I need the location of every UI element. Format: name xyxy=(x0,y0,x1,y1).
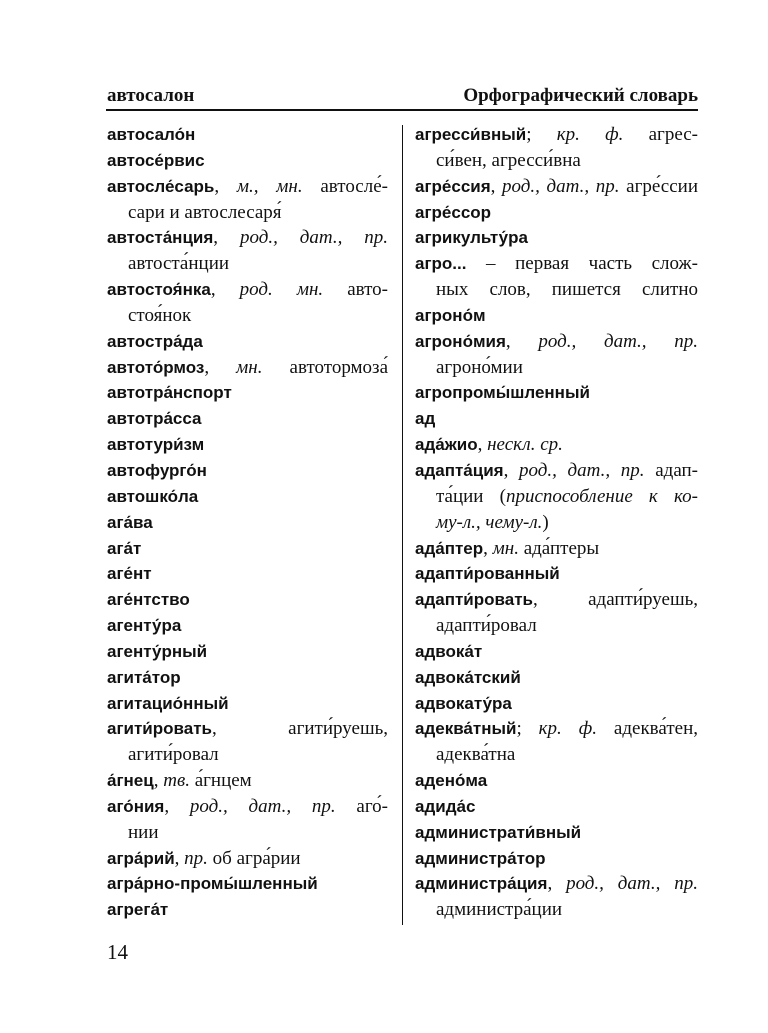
entry-text: , xyxy=(164,795,190,817)
dictionary-entry-line xyxy=(415,303,698,329)
entry-text: , xyxy=(477,434,488,456)
grammar-note: род. мн. xyxy=(239,279,324,301)
entry-text: адеква́тен, xyxy=(596,718,698,740)
headword: адеква́тный xyxy=(415,719,517,739)
headword: администра́тор xyxy=(415,848,546,868)
header-rule xyxy=(106,109,698,111)
dictionary-entry-line xyxy=(415,225,698,251)
page-number: 14 xyxy=(107,940,128,964)
headword: администра́ция xyxy=(415,874,548,894)
headword: ада́птер xyxy=(415,538,484,558)
headword: ада́жио xyxy=(415,435,478,455)
column-divider xyxy=(402,125,403,925)
continuation-text: автоста́нции xyxy=(128,253,230,275)
continuation-text: та́ции ( xyxy=(436,485,506,507)
dictionary-entry-line xyxy=(107,587,388,613)
entry-text: , агити́руешь, xyxy=(212,718,388,740)
grammar-note: му-л., чему-л. xyxy=(436,511,543,533)
entry-text: ; xyxy=(516,718,539,740)
grammar-note: тв. xyxy=(163,770,190,792)
headword: аге́нт xyxy=(107,564,152,584)
entry-text: , xyxy=(214,175,237,197)
dictionary-entry-line xyxy=(415,665,698,691)
headword: агре́ссия xyxy=(415,176,491,196)
headword: агре́ссор xyxy=(415,202,492,222)
dictionary-entry-line xyxy=(107,871,388,897)
dictionary-entry-line xyxy=(415,561,698,587)
running-head-left: автосалон xyxy=(107,85,195,106)
dictionary-entry-line xyxy=(415,432,698,458)
entry-text: адап- xyxy=(644,459,699,481)
entry-text: – первая часть слож- xyxy=(466,253,698,275)
headword: аго́ния xyxy=(107,796,165,816)
entry-text: , xyxy=(483,537,493,559)
dictionary-entry-line xyxy=(415,768,698,794)
entry-text: ) xyxy=(542,511,549,533)
continuation-text: сари и автослесаря́ xyxy=(128,201,282,223)
dictionary-entry-line xyxy=(107,768,388,794)
headword: адапти́рованный xyxy=(415,564,560,584)
entry-text: , xyxy=(213,227,240,249)
headword: агроно́м xyxy=(415,305,486,325)
continuation-text: адапти́ровал xyxy=(436,615,537,637)
dictionary-entry-line xyxy=(415,742,698,768)
dictionary-entry-line xyxy=(107,380,388,406)
entry-text: ада́птеры xyxy=(518,537,600,559)
dictionary-entry-line xyxy=(107,742,388,768)
entry-text: , xyxy=(204,356,237,378)
entry-text: агре́ссии xyxy=(619,175,698,197)
headword: агресси́вный xyxy=(415,125,527,144)
dictionary-entry-line xyxy=(107,484,388,510)
dictionary-entry-line xyxy=(415,484,698,510)
entry-text: об агра́рии xyxy=(207,847,301,869)
entry-text: агрес- xyxy=(623,124,698,145)
headword: а́гнец xyxy=(107,771,154,791)
headword: адапта́ция xyxy=(415,460,504,480)
headword: автосало́н xyxy=(107,125,196,144)
dictionary-entry-line xyxy=(415,846,698,872)
dictionary-entry-line xyxy=(415,329,698,355)
headword: агроно́мия xyxy=(415,331,506,351)
grammar-note: кр. ф. xyxy=(556,124,624,145)
grammar-note: кр. ф. xyxy=(538,718,597,740)
dictionary-entry-line xyxy=(415,510,698,536)
headword: автостра́да xyxy=(107,331,203,351)
dictionary-entry-line xyxy=(415,587,698,613)
headword: агитацио́нный xyxy=(107,693,229,713)
dictionary-entry-line xyxy=(107,510,388,536)
dictionary-entry-line xyxy=(415,794,698,820)
headword: агенту́рный xyxy=(107,641,208,661)
entry-text: авто- xyxy=(323,279,389,301)
dictionary-entry-line xyxy=(415,871,698,897)
entry-text: , xyxy=(153,770,164,792)
dictionary-entry-line xyxy=(107,716,388,742)
grammar-note: нескл. ср. xyxy=(487,434,563,456)
dictionary-entry-line xyxy=(107,200,388,226)
headword: автошко́ла xyxy=(107,486,199,506)
grammar-note: приспособление к ко- xyxy=(505,485,698,507)
dictionary-entry-line xyxy=(415,820,698,846)
dictionary-entry-line xyxy=(107,406,388,432)
entry-text: , xyxy=(547,873,567,895)
dictionary-entry-line xyxy=(107,665,388,691)
grammar-note: род., дат., пр. xyxy=(239,227,388,249)
headword: агро... xyxy=(415,254,467,274)
dictionary-entry-line xyxy=(415,458,698,484)
entry-text: , xyxy=(505,330,539,352)
headword: автотра́сса xyxy=(107,409,202,429)
headword: агити́ровать xyxy=(107,719,212,739)
headword: агропромы́шленный xyxy=(415,383,590,403)
dictionary-entry-line xyxy=(107,794,388,820)
headword: адвока́тский xyxy=(415,667,521,687)
headword: агра́рно-промы́шленный xyxy=(107,874,318,894)
headword: адено́ма xyxy=(415,771,488,791)
entry-text: , xyxy=(174,847,185,869)
dictionary-entry-line xyxy=(107,148,388,174)
headword: адида́с xyxy=(415,796,476,816)
dictionary-entry-line xyxy=(107,897,388,923)
continuation-text: агроно́мии xyxy=(436,356,523,378)
headword: автотури́зм xyxy=(107,435,205,455)
headword: автофурго́н xyxy=(107,460,207,480)
headword: ага́т xyxy=(107,538,142,558)
continuation-text: нии xyxy=(128,821,159,843)
entry-text: , xyxy=(503,459,520,481)
dictionary-entry-line xyxy=(415,148,698,174)
dictionary-entry-line xyxy=(415,406,698,432)
headword: адвокату́ра xyxy=(415,693,512,713)
grammar-note: род., дат., пр. xyxy=(519,459,645,481)
headword: автотра́нспорт xyxy=(107,383,232,403)
dictionary-entry-line xyxy=(107,691,388,717)
headword: автото́рмоз xyxy=(107,357,205,377)
dictionary-entry-line xyxy=(415,536,698,562)
entry-text: , адапти́руешь, xyxy=(532,589,698,611)
dictionary-entry-line xyxy=(415,716,698,742)
headword: автосе́рвис xyxy=(107,150,205,170)
continuation-text: агити́ровал xyxy=(128,744,219,766)
dictionary-entry-line xyxy=(107,561,388,587)
headword: автостоя́нка xyxy=(107,280,211,300)
grammar-note: мн. xyxy=(492,537,519,559)
headword: аге́нтство xyxy=(107,590,190,610)
grammar-note: род., дат., пр. xyxy=(538,330,698,352)
dictionary-entry-line xyxy=(107,536,388,562)
dictionary-entry-line xyxy=(415,380,698,406)
dictionary-entry-line xyxy=(107,174,388,200)
dictionary-entry-line xyxy=(107,329,388,355)
grammar-note: м., мн. xyxy=(236,175,303,197)
headword: адапти́ровать xyxy=(415,590,533,610)
dictionary-entry-line xyxy=(415,613,698,639)
headword: агра́рий xyxy=(107,848,175,868)
headword: ад xyxy=(415,409,436,429)
dictionary-entry-line xyxy=(415,897,698,923)
dictionary-entry-line xyxy=(107,458,388,484)
headword: автосле́сарь xyxy=(107,176,215,196)
grammar-note: род., дат., пр. xyxy=(189,795,336,817)
entry-text: , xyxy=(490,175,503,197)
dictionary-entry-line xyxy=(107,277,388,303)
grammar-note: мн. xyxy=(236,356,263,378)
running-head-right: Орфографический словарь xyxy=(463,85,698,106)
grammar-note: род., дат., пр. xyxy=(502,175,620,197)
headword: администрати́вный xyxy=(415,822,582,842)
continuation-text: си́вен, агресси́вна xyxy=(436,149,581,171)
dictionary-entry-line xyxy=(107,225,388,251)
dictionary-entry-line xyxy=(107,432,388,458)
entry-text: аго́- xyxy=(335,795,388,817)
dictionary-entry-line xyxy=(415,251,698,277)
headword: адвока́т xyxy=(415,641,483,661)
left-column xyxy=(107,122,388,923)
grammar-note: род., дат., пр. xyxy=(566,873,698,895)
dictionary-entry-line xyxy=(107,820,388,846)
continuation-text: адеква́тна xyxy=(436,744,516,766)
dictionary-entry-line xyxy=(415,639,698,665)
dictionary-entry-line xyxy=(415,174,698,200)
dictionary-entry-line xyxy=(107,122,388,148)
entry-text: ; xyxy=(526,124,557,145)
dictionary-entry-line xyxy=(415,691,698,717)
continuation-text: стоя́нок xyxy=(128,304,192,326)
continuation-text: ных слов, пишется слитно xyxy=(436,279,698,301)
dictionary-entry-line xyxy=(415,277,698,303)
dictionary-entry-line xyxy=(415,355,698,381)
entry-text: автотормоза́ xyxy=(262,356,388,378)
entry-text: , xyxy=(210,279,240,301)
headword: автоста́нция xyxy=(107,228,214,248)
headword: агита́тор xyxy=(107,667,181,687)
headword: ага́ва xyxy=(107,512,153,532)
dictionary-entry-line xyxy=(107,613,388,639)
headword: агенту́ра xyxy=(107,616,182,636)
grammar-note: пр. xyxy=(184,847,208,869)
entry-text: автосле́- xyxy=(302,175,388,197)
dictionary-entry-line xyxy=(415,122,698,148)
dictionary-entry-line xyxy=(415,200,698,226)
dictionary-entry-line xyxy=(107,303,388,329)
dictionary-entry-line xyxy=(107,639,388,665)
right-column xyxy=(415,122,698,923)
dictionary-entry-line xyxy=(107,355,388,381)
dictionary-entry-line xyxy=(107,846,388,872)
headword: агрикульту́ра xyxy=(415,228,528,248)
headword: агрега́т xyxy=(107,900,169,920)
dictionary-entry-line xyxy=(107,251,388,277)
entry-text: а́гнцем xyxy=(189,770,252,792)
continuation-text: администра́ции xyxy=(436,899,563,921)
